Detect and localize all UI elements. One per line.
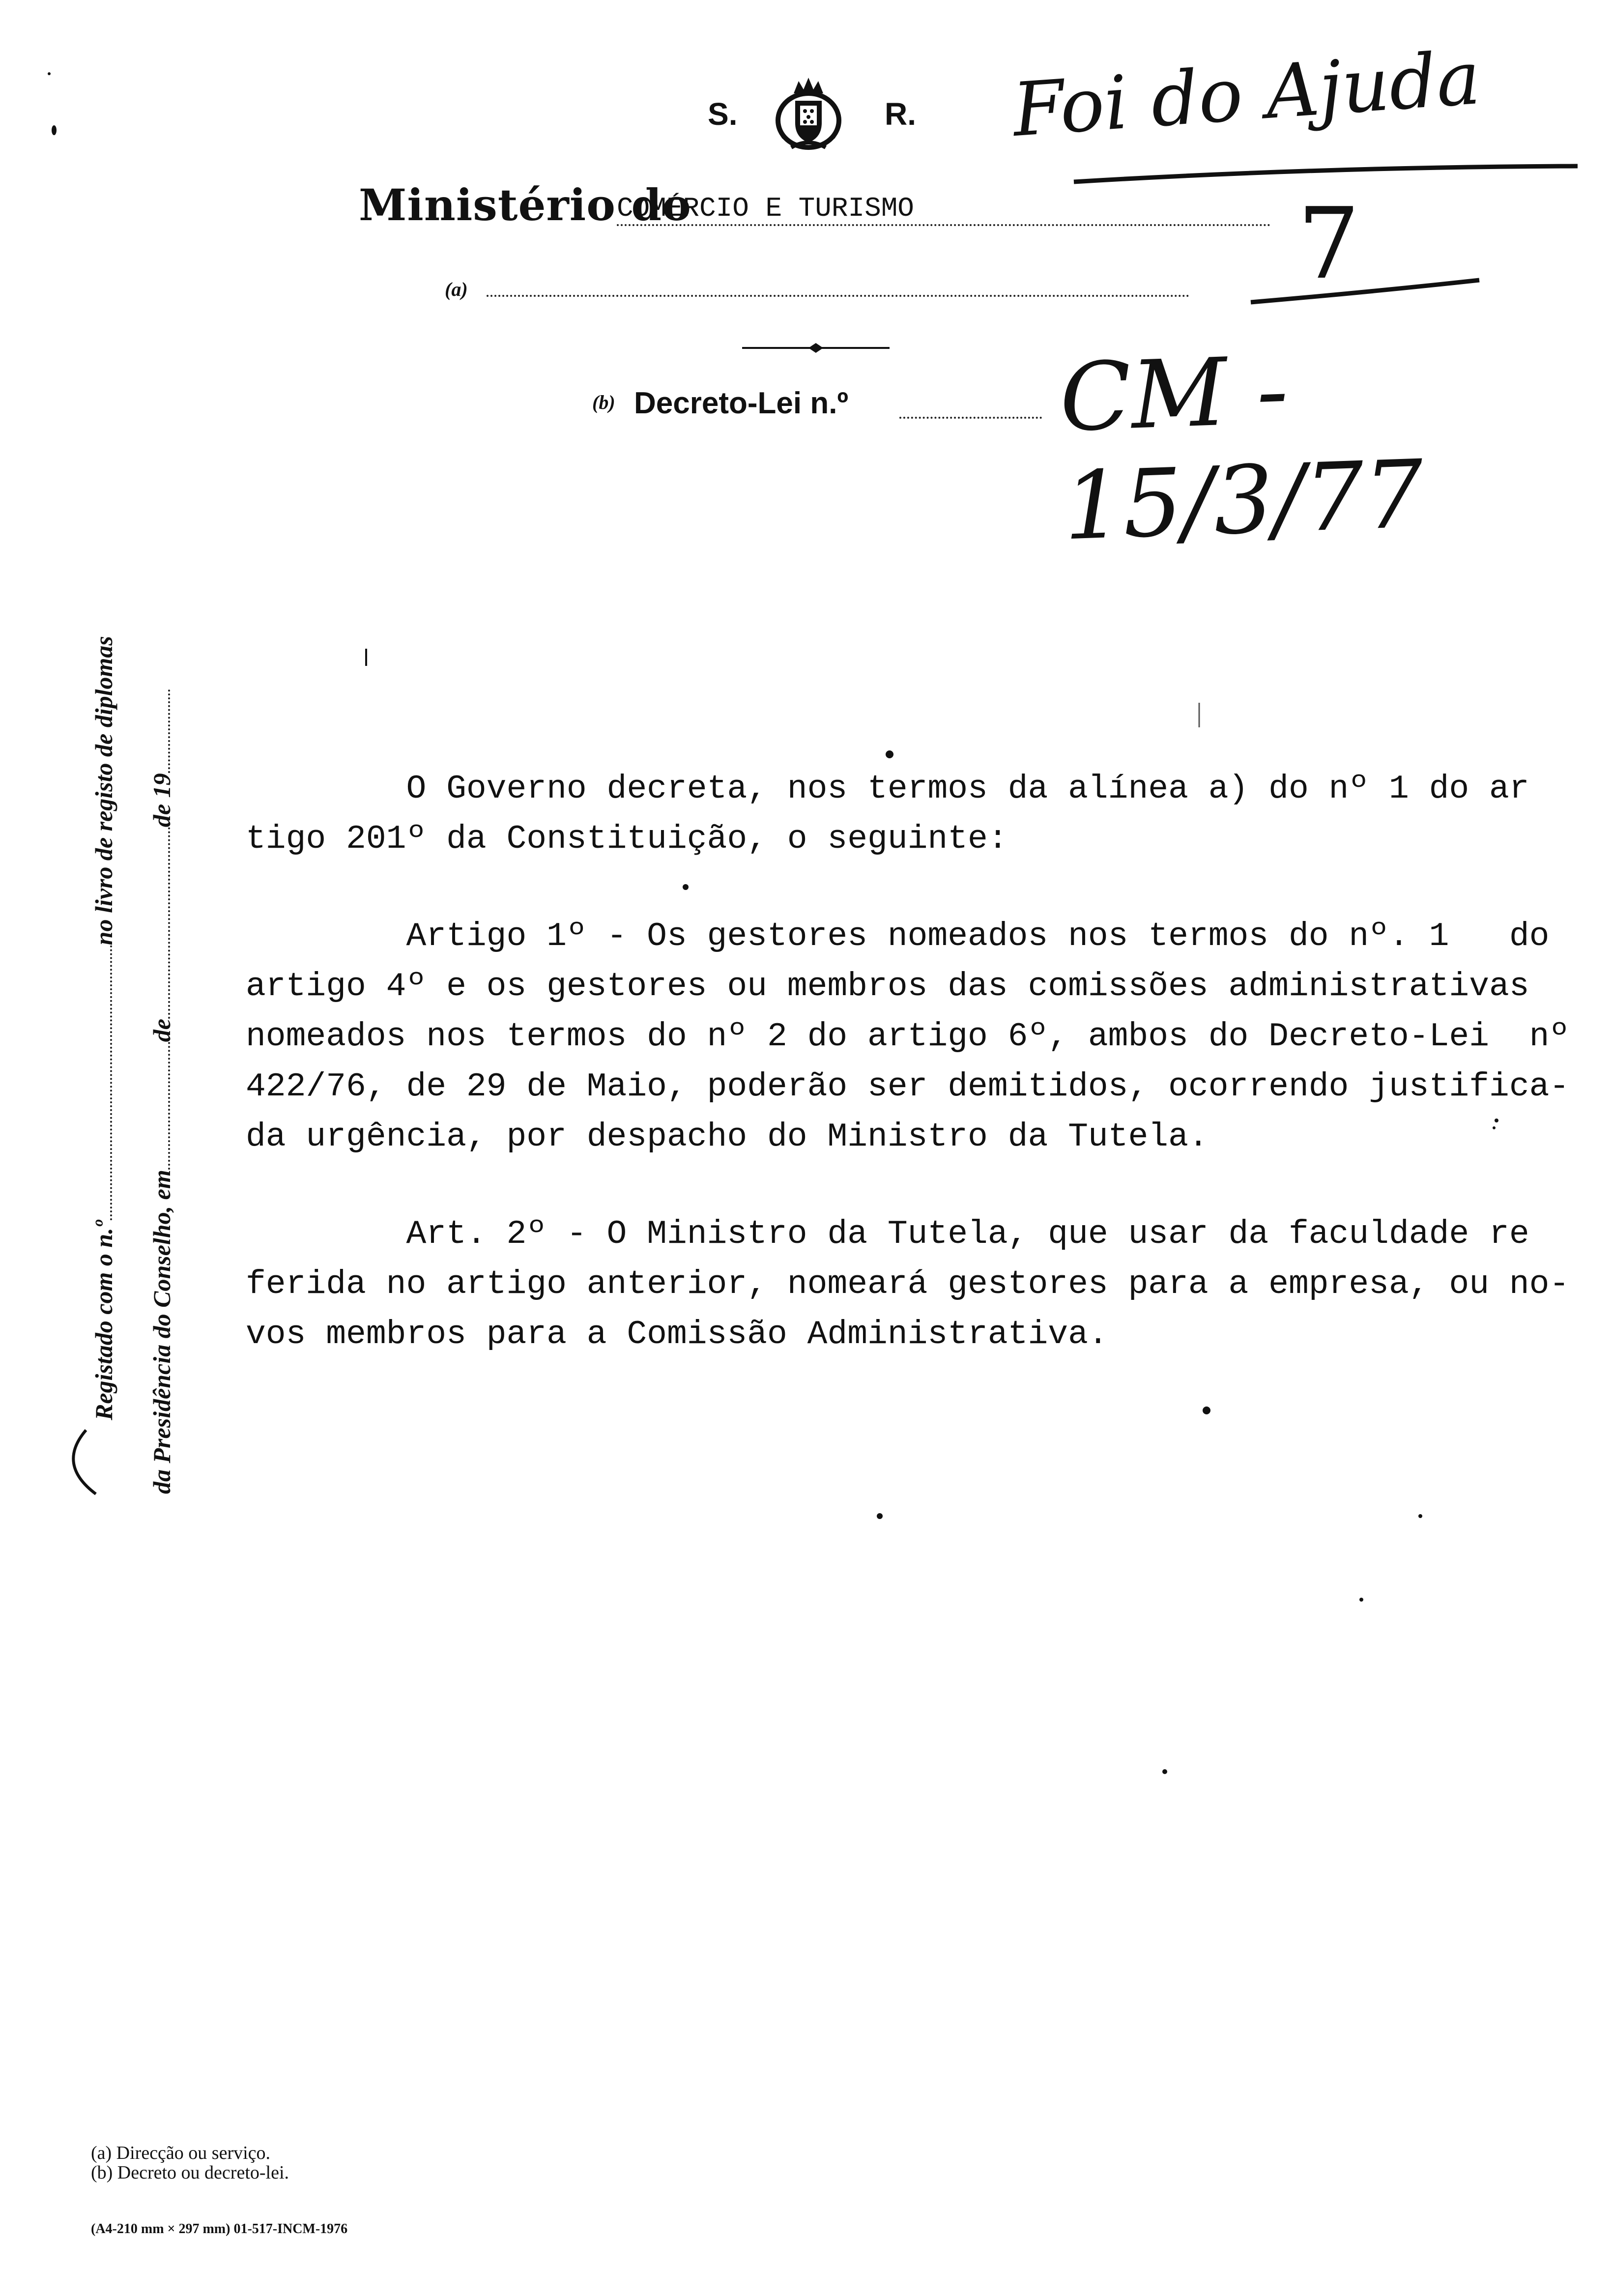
margin-marks	[44, 69, 64, 143]
margin-bracket-bottom	[52, 1425, 101, 1499]
handwritten-annotation: Foi do Ajuda	[1010, 35, 1483, 154]
line-a-label: (a)	[445, 278, 468, 300]
paragraph-article-2: Art. 2º - O Ministro da Tutela, que usar da faculdade re ferida no artigo anterior, nomeará gestores para a empresa, ou no- vos membros para a Comissão Administrativa.	[246, 1215, 1570, 1353]
register-year-label: de 19	[148, 773, 175, 828]
ministry-label: Ministério do	[359, 179, 691, 230]
register-month-field	[168, 827, 170, 1019]
paragraph-preamble: O Governo decreta, nos termos da alínea a) do nº 1 do ar tigo 201º da Constituição, o seguinte:	[246, 770, 1529, 858]
ministry-value: COMÉRCIO E TURISMO	[617, 193, 914, 224]
footnote-a: (a) Direcção ou serviço.	[91, 2143, 271, 2163]
handwritten-date: CM - 15/3/77	[1058, 336, 1426, 561]
register-year-field	[168, 689, 170, 773]
decreto-label: Decreto-Lei n.º	[634, 386, 849, 420]
separator-ornament	[742, 339, 890, 357]
handwritten-number-underline	[1248, 273, 1484, 307]
portuguese-coat-of-arms-icon	[772, 74, 845, 152]
header-s-letter: S.	[708, 96, 738, 132]
decreto-number-field	[899, 412, 1042, 419]
decreto-prefix: (b)	[592, 391, 615, 413]
register-de-label: de	[148, 1019, 175, 1042]
register-number-label: Registado com o n.º	[90, 1220, 117, 1420]
ministry-field	[617, 193, 1270, 226]
line-a-field	[487, 290, 1189, 297]
register-number-field	[110, 945, 112, 1220]
register-day-field	[168, 1042, 170, 1170]
handwritten-number: 7	[1297, 187, 1360, 301]
decree-body	[246, 764, 1569, 1360]
print-info: (A4-210 mm × 297 mm) 01-517-INCM-1976	[91, 2221, 348, 2237]
register-presidency-label: da Presidência do Conselho, em	[148, 1170, 175, 1494]
register-line-1	[89, 636, 118, 1420]
register-line-2	[147, 689, 176, 1494]
register-book-label: no livro de registo de diplomas	[90, 636, 117, 946]
footnote-b: (b) Decreto ou decreto-lei.	[91, 2162, 289, 2183]
paragraph-article-1: Artigo 1º - Os gestores nomeados nos termos do nº. 1 do artigo 4º e os gestores ou membros das comissões administrativas nomeados nos termos do nº 2 do artigo 6º, ambos do Decreto-Lei nº 422/76, de 29 de Maio, poderão ser demitidos, ocorrendo justifica- da urgência, por despacho do Ministro da Tutela.	[246, 918, 1570, 1156]
header-r-letter: R.	[885, 96, 916, 132]
